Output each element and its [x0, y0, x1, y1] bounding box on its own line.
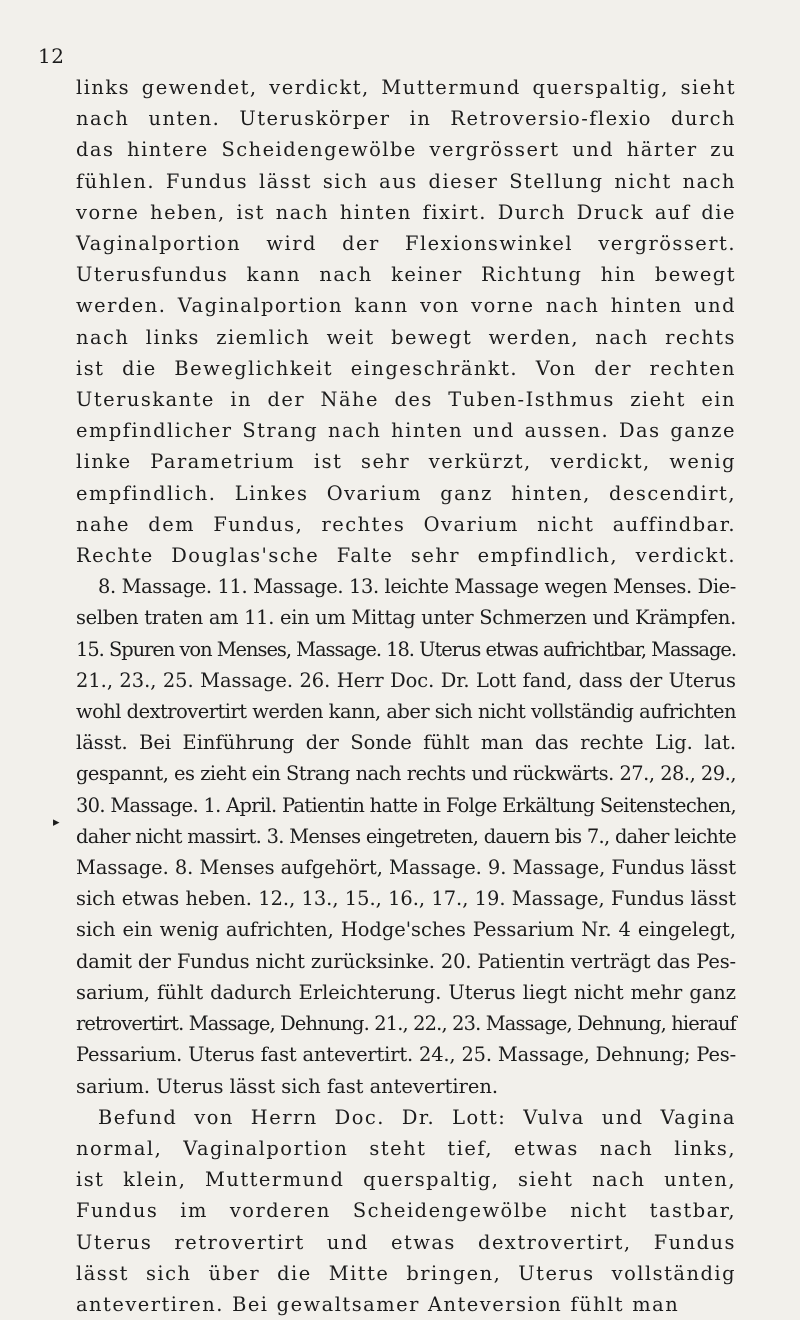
text-line: Befund von Herrn Doc. Dr. Lott: Vulva und Vagina [98, 1105, 736, 1129]
text-line: 8. Massage. 11. Massage. 13. leichte Massage wegen Menses. Die- [98, 575, 736, 599]
text-line: 30. Massage. 1. April. Patientin hatte in Folge Erkältung Seitenstechen, [76, 793, 736, 817]
text-line: Massage. 8. Menses aufgehört, Massage. 9. Massage, Fundus lässt [76, 856, 736, 880]
text-line: empfindlicher Strang nach hinten und aussen. Das ganze [76, 419, 736, 443]
text-line: empfindlich. Linkes Ovarium ganz hinten, descendirt, [76, 481, 736, 505]
text-line: Fundus im vorderen Scheidengewölbe nicht tastbar, [76, 1199, 736, 1223]
text-line: sarium. Uterus lässt sich fast antevertiren. [76, 1074, 499, 1098]
text-line: gespannt, es zieht ein Strang nach rechts und rückwärts. 27., 28., 29., [76, 762, 736, 786]
text-line: Uteruskante in der Nähe des Tuben-Isthmus zieht ein [76, 388, 736, 412]
text-line: damit der Fundus nicht zurücksinke. 20. Patientin verträgt das Pes- [76, 949, 736, 973]
text-line: selben traten am 11. ein um Mittag unter Schmerzen und Krämpfen. [76, 606, 736, 630]
text-line: normal, Vaginalportion steht tief, etwas nach links, [76, 1136, 736, 1160]
body-text [76, 72, 736, 1320]
text-line: Uterusfundus kann nach keiner Richtung hin bewegt [76, 263, 736, 287]
text-line: wohl dextrovertirt werden kann, aber sich nicht vollständig aufrichten [76, 700, 736, 724]
text-line: werden. Vaginalportion kann von vorne nach hinten und [76, 294, 736, 318]
text-line: lässt sich über die Mitte bringen, Uterus vollständig [76, 1261, 736, 1285]
text-line: nach links ziemlich weit bewegt werden, nach rechts [76, 325, 736, 349]
text-line: ist die Beweglichkeit eingeschränkt. Von der rechten [76, 356, 736, 380]
text-line: sarium, fühlt dadurch Erleichterung. Uterus liegt nicht mehr ganz [76, 980, 736, 1004]
page-number: 12 [38, 44, 65, 68]
text-line: Uterus retrovertirt und etwas dextrovertirt, Fundus [76, 1230, 736, 1254]
text-line: vorne heben, ist nach hinten fixirt. Durch Druck auf die [76, 200, 736, 224]
text-line: nahe dem Fundus, rechtes Ovarium nicht auffindbar. [76, 512, 736, 536]
text-line: ist klein, Muttermund querspaltig, sieht nach unten, [76, 1168, 736, 1192]
text-line: lässt. Bei Einführung der Sonde fühlt man das rechte Lig. lat. [76, 731, 736, 755]
text-line: links gewendet, verdickt, Muttermund querspaltig, sieht [76, 76, 736, 99]
text-line: Vaginalportion wird der Flexionswinkel vergrössert. [76, 232, 736, 256]
text-line: sich ein wenig aufrichten, Hodge'sches Pessarium Nr. 4 eingelegt, [76, 918, 736, 942]
text-line: 21., 23., 25. Massage. 26. Herr Doc. Dr. Lott fand, dass der Uterus [76, 668, 736, 692]
text-line: 15. Spuren von Menses, Massage. 18. Uterus etwas aufrichtbar, Massage. [76, 637, 736, 661]
text-line: antevertiren. Bei gewaltsamer Anteversion fühlt man [76, 1292, 680, 1316]
text-line: Pessarium. Uterus fast antevertirt. 24., 25. Massage, Dehnung; Pes- [76, 1043, 736, 1067]
margin-mark: ▸ [53, 815, 60, 830]
text-line: nach unten. Uteruskörper in Retroversio-flexio durch [76, 107, 736, 131]
text-line: sich etwas heben. 12., 13., 15., 16., 17., 19. Massage, Fundus lässt [76, 887, 736, 911]
text-line: linke Parametrium ist sehr verkürzt, verdickt, wenig [76, 450, 736, 474]
text-line: fühlen. Fundus lässt sich aus dieser Stellung nicht nach [76, 169, 736, 193]
text-line: Rechte Douglas'sche Falte sehr empfindlich, verdickt. [76, 544, 736, 568]
text-line: das hintere Scheidengewölbe vergrössert und härter zu [76, 138, 736, 162]
text-line: daher nicht massirt. 3. Menses eingetreten, dauern bis 7., daher leichte [76, 824, 737, 848]
text-line: retrovertirt. Massage, Dehnung. 21., 22., 23. Massage, Dehnung, hierauf [76, 1012, 736, 1036]
